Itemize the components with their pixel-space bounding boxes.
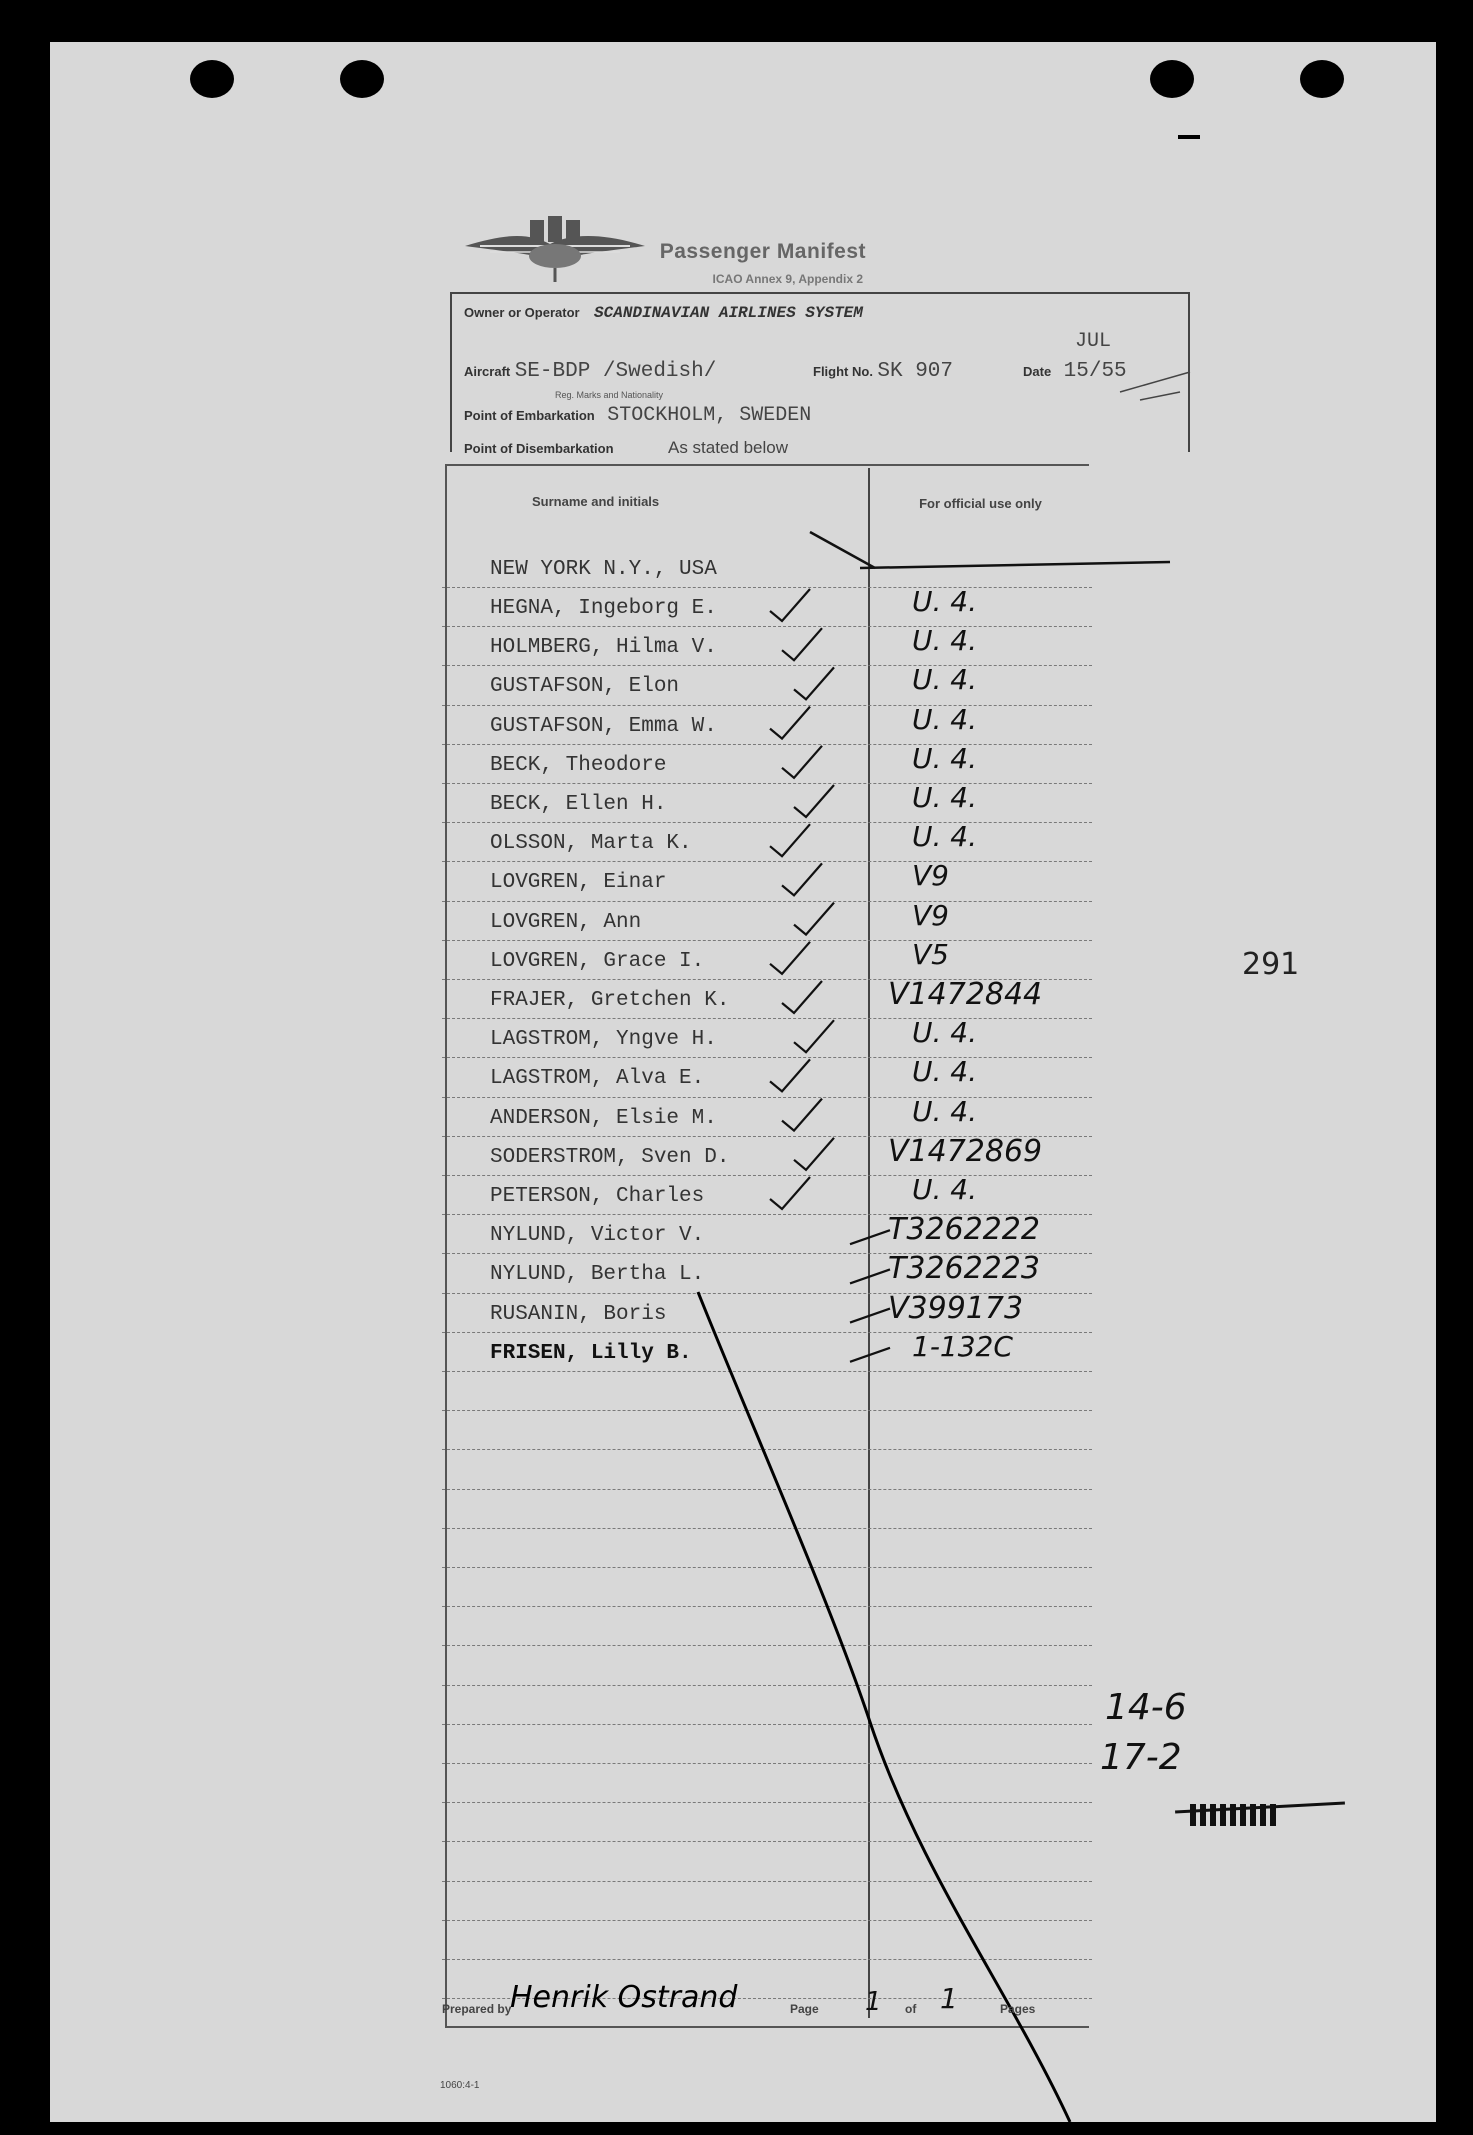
flight-value: SK 907 xyxy=(877,360,954,383)
passenger-name: LOVGREN, Grace I. xyxy=(490,949,705,973)
passenger-name: BECK, Theodore xyxy=(490,753,667,777)
passenger-name: GUSTAFSON, Elon xyxy=(490,675,680,699)
form-subtitle: ICAO Annex 9, Appendix 2 xyxy=(712,272,863,286)
date-month: JUL xyxy=(1075,330,1112,353)
official-code: 1-132C xyxy=(912,1329,1013,1363)
official-code: U. 4. xyxy=(912,585,978,618)
page-number: 291 xyxy=(1242,947,1300,982)
of-label: of xyxy=(905,2002,917,2016)
official-code: T3262222 xyxy=(888,1212,1040,1248)
official-code: V9 xyxy=(912,859,949,893)
date-label: Date xyxy=(1023,364,1052,379)
official-code: U. 4. xyxy=(912,624,978,658)
passenger-name: SODERSTROM, Sven D. xyxy=(490,1145,730,1169)
official-code: U. 4. xyxy=(912,663,978,697)
passenger-name: OLSSON, Marta K. xyxy=(490,832,692,856)
page-label: Page xyxy=(790,2002,819,2016)
destination: NEW YORK N.Y., USA xyxy=(490,558,717,581)
prepared-label: Prepared by xyxy=(442,2002,512,2016)
col-header-official: For official use only xyxy=(919,496,1042,511)
official-code: U. 4. xyxy=(912,1055,978,1089)
aircraft-value: SE-BDP /Swedish/ xyxy=(514,360,717,383)
passenger-name: FRAJER, Gretchen K. xyxy=(490,989,730,1012)
date-value: 15/55 xyxy=(1063,360,1127,383)
form-title: Passenger Manifest xyxy=(659,240,866,263)
passenger-name: GUSTAFSON, Emma W. xyxy=(490,714,717,738)
passenger-name: NYLUND, Bertha L. xyxy=(490,1263,705,1287)
flight-label: Flight No. xyxy=(813,364,873,379)
official-code: V5 xyxy=(912,937,949,971)
passenger-name: HEGNA, Ingeborg E. xyxy=(490,597,717,620)
aircraft-caption: Reg. Marks and Nationality xyxy=(555,390,664,400)
form-number: 1060:4-1 xyxy=(440,2080,480,2091)
passenger-name: BECK, Ellen H. xyxy=(490,793,667,816)
passenger-name: HOLMBERG, Hilma V. xyxy=(490,636,717,660)
official-code: U. 4. xyxy=(912,1094,978,1128)
official-code: U. 4. xyxy=(912,741,978,775)
tally-2: 17-2 xyxy=(1100,1737,1182,1778)
passenger-name: PETERSON, Charles xyxy=(490,1185,705,1208)
tally-1: 14-6 xyxy=(1105,1687,1187,1728)
page-value: 1 xyxy=(865,1987,882,2017)
owner-value: SCANDINAVIAN AIRLINES SYSTEM xyxy=(594,304,863,322)
aircraft-label: Aircraft xyxy=(464,364,511,379)
official-code: V1472869 xyxy=(888,1133,1043,1169)
passenger-name: NYLUND, Victor V. xyxy=(490,1224,705,1248)
official-code: U. 4. xyxy=(912,781,978,814)
col-header-name: Surname and initials xyxy=(532,494,660,509)
passenger-name: ANDERSON, Elsie M. xyxy=(490,1106,717,1130)
passenger-name: FRISEN, Lilly B. xyxy=(490,1341,692,1365)
disembark-label: Point of Disembarkation xyxy=(464,441,614,456)
passenger-name: RUSANIN, Boris xyxy=(490,1302,667,1326)
official-code: U. 4. xyxy=(912,820,978,854)
official-code: U. 4. xyxy=(912,1173,978,1206)
of-value: 1 xyxy=(940,1982,958,2015)
passenger-name: LAGSTROM, Alva E. xyxy=(490,1067,705,1091)
official-code: V399173 xyxy=(888,1290,1024,1326)
disembark-value: As stated below xyxy=(667,438,788,457)
official-code: T3262223 xyxy=(888,1251,1040,1287)
official-code: V9 xyxy=(912,898,949,932)
passenger-name: LOVGREN, Einar xyxy=(490,871,667,895)
embark-value: STOCKHOLM, SWEDEN xyxy=(607,404,812,427)
pages-label: Pages xyxy=(1000,2002,1036,2016)
manifest-sheet xyxy=(50,42,1436,2122)
signature: Henrik Ostrand xyxy=(510,1980,738,2015)
owner-label: Owner or Operator xyxy=(464,305,580,320)
official-code: U. 4. xyxy=(912,702,978,736)
embark-label: Point of Embarkation xyxy=(464,408,595,423)
passenger-name: LAGSTROM, Yngve H. xyxy=(490,1028,717,1052)
official-code: U. 4. xyxy=(912,1016,978,1050)
official-code: V1472844 xyxy=(888,977,1043,1012)
passenger-name: LOVGREN, Ann xyxy=(490,910,642,934)
